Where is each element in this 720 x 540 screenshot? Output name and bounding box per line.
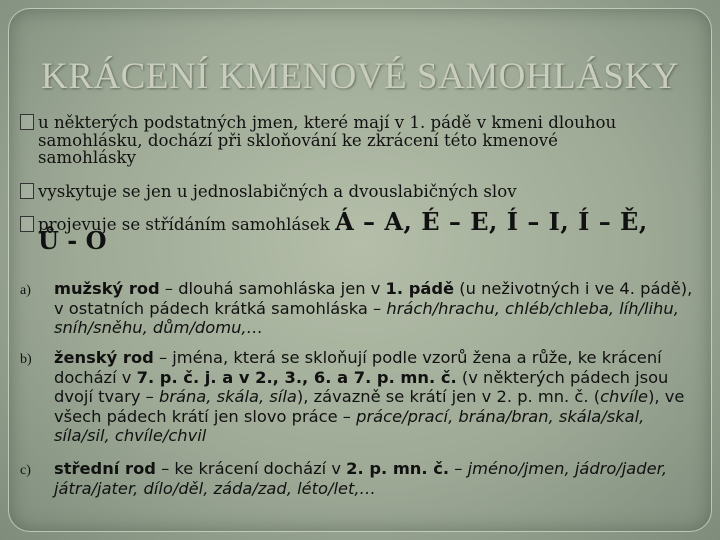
list-item-masculine	[20, 279, 700, 338]
bullet-3	[20, 207, 692, 255]
item-text: (u neživotných i ve 4. pádě), v ostatních pádech krátká samohláska –	[54, 279, 693, 318]
list-item-feminine	[20, 348, 700, 446]
slide-title: KRÁCENÍ KMENOVÉ SAMOHLÁSKY	[41, 56, 679, 97]
list-item-neuter	[20, 459, 700, 498]
item-text: – ke krácení dochází v	[155, 459, 347, 478]
term-bold: střední rod	[54, 459, 156, 478]
term-bold: 2. p. mn. č.	[346, 459, 450, 478]
example-words: brána, skála, síla	[158, 387, 297, 406]
item-text: ), závazně se krátí jen v 2. p. mn. č. (	[296, 387, 601, 406]
bullet-2	[20, 183, 692, 201]
example-words: práce/prací, brána/bran, skála/skal, síla/sil, chvíle/chvil	[54, 406, 645, 445]
bullet-1-line-1: u některých podstatných jmen, které mají v 1. pádě v kmeni dlouhou	[38, 113, 617, 132]
list-letter: a)	[20, 283, 31, 298]
term-bold: 1. pádě	[385, 279, 455, 298]
item-text: ), ve všech pádech krátí jen slovo práce –	[54, 387, 685, 426]
list-letter: c)	[20, 463, 31, 478]
example-words: hrách/hrachu, chléb/chleba, líh/lihu, sníh/sněhu, dům/domu,…	[54, 298, 679, 337]
bullet-1	[20, 114, 692, 167]
item-text: – dlouhá samohláska jen v	[159, 279, 386, 298]
term-bold: 7. p. č. j. a v 2., 3., 6. a 7. p. mn. č.	[136, 367, 457, 387]
vowel-pairs: Á – A, É – E, Í – I, Í – Ě,	[335, 207, 648, 236]
example-words: jméno/jmen, jádro/jader, játra/jater, dílo/děl, záda/zad, léto/let,…	[54, 459, 668, 498]
term-bold: mužský rod	[54, 279, 160, 298]
example-words: chvíle	[600, 387, 649, 406]
bullet-1-line-2: samohlásku, dochází při skloňování ke zkrácení této kmenové	[38, 130, 558, 150]
bullet-3-text: projevuje se střídáním samohlásek	[38, 215, 330, 234]
list-item-body	[54, 279, 700, 338]
bullet-1-line-3: samohlásky	[38, 148, 136, 167]
checkbox-bullet-icon	[20, 216, 34, 232]
checkbox-bullet-icon	[20, 114, 34, 130]
list-item-body	[54, 348, 700, 446]
term-bold: ženský rod	[54, 348, 154, 367]
vowel-pairs-continued: Ů - O	[38, 225, 107, 255]
bullet-2-text: vyskytuje se jen u jednoslabičných a dvouslabičných slov	[38, 182, 517, 201]
item-text: (v některých pádech jsou dvojí tvary –	[54, 367, 669, 406]
list-letter: b)	[20, 352, 32, 367]
item-text: –	[449, 459, 468, 478]
list-item-body	[54, 459, 700, 498]
item-text: – jména, která se skloňují podle vzorů žena a růže, ke krácení dochází v	[54, 348, 662, 387]
checkbox-bullet-icon	[20, 183, 34, 199]
